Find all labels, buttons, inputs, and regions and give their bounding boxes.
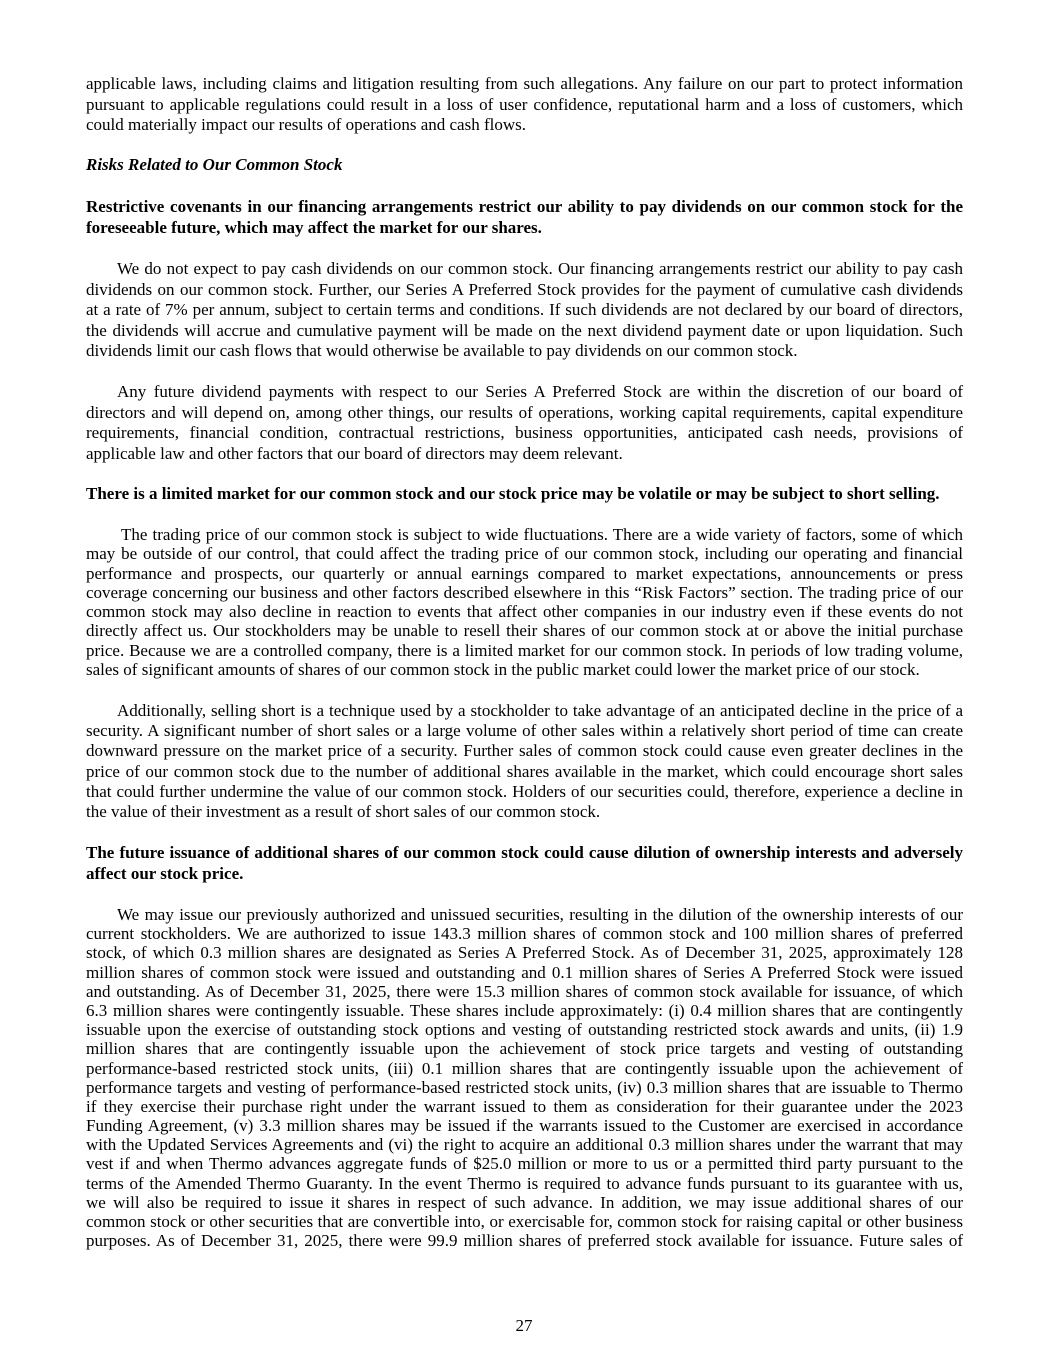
paragraph-line: at a rate of 7% per annum, subject to certain terms and conditions. If such dividends are not declared by our board of directors, xyxy=(86,300,963,319)
paragraph-line: performance-based restricted stock units, (iii) 0.1 million shares that are contingently issuable upon the achievement of xyxy=(86,1058,963,1078)
paragraph-line: current stockholders. We are authorized to issue 143.3 million shares of common stock and 100 million shares of preferred xyxy=(86,924,963,944)
paragraph-line: performance targets and vesting of performance-based restricted stock units, (iv) 0.3 million shares that are issuable to Thermo xyxy=(86,1077,963,1097)
paragraph-line: requirements, financial condition, contractual restrictions, business opportunities, anticipated cash needs, provisions of xyxy=(86,423,963,442)
paragraph-line: pursuant to applicable regulations could result in a loss of user confidence, reputational harm and a loss of customers, which xyxy=(86,94,963,114)
paragraph-line: purposes. As of December 31, 2025, there were 99.9 million shares of preferred stock available for issuance. Future sales of xyxy=(86,1231,963,1251)
paragraph-line: the dividends will accrue and cumulative payment will be made on the next dividend payment date or upon liquidation. Such xyxy=(86,320,963,340)
paragraph-line: common stock or other securities that are convertible into, or exercisable for, common stock for raising capital or other business xyxy=(86,1212,963,1231)
paragraph-line: downward pressure on the market price of a security. Further sales of common stock could cause even greater declines in the xyxy=(86,741,963,761)
risk-heading-limited-market xyxy=(86,484,963,505)
paragraph-line: with the Updated Services Agreements and (vi) the right to acquire an additional 0.3 million shares under the warrant that may xyxy=(86,1135,963,1155)
paragraph-line: if they exercise their purchase right under the warrant issued to them as consideration for their guarantee under the 2023 xyxy=(86,1096,963,1116)
page-number: 27 xyxy=(515,1316,533,1335)
paragraph-line: common stock may also decline in reaction to events that affect other companies in our industry even if these events do not xyxy=(86,602,963,622)
paragraph-line: that could further undermine the value of our common stock. Holders of our securities could, therefore, experience a decline in xyxy=(86,781,963,801)
paragraph-line: Any future dividend payments with respect to our Series A Preferred Stock are within the discretion of our board of xyxy=(117,382,963,401)
paragraph-dividends xyxy=(86,259,963,362)
paragraph-line: applicable law and other factors that our board of directors may deem relevant. xyxy=(86,443,623,463)
heading-line: The future issuance of additional shares of our common stock could cause dilution of ownership interests and adversely xyxy=(86,843,963,862)
risk-heading-dilution xyxy=(86,843,963,884)
paragraph-line: applicable laws, including claims and litigation resulting from such allegations. Any failure on our part to protect information xyxy=(86,74,963,93)
section-title: Risks Related to Our Common Stock xyxy=(86,155,343,174)
paragraph-line: price of our common stock due to the number of additional shares available in the market, which could encourage short sales xyxy=(86,761,963,781)
continuation-paragraph xyxy=(86,74,963,136)
heading-line: affect our stock price. xyxy=(86,863,244,883)
paragraph-line: the value of their investment as a result of short sales of our common stock. xyxy=(86,801,601,821)
paragraph-line: Additionally, selling short is a technique used by a stockholder to take advantage of an anticipated decline in the price of a xyxy=(117,701,963,720)
paragraph-line: we will also be required to issue it shares in respect of such advance. In addition, we may issue additional shares of our xyxy=(86,1192,963,1212)
paragraph-line: dividends on our common stock. Further, our Series A Preferred Stock provides for the payment of cumulative cash dividends xyxy=(86,279,963,299)
paragraph-short-selling xyxy=(86,701,963,822)
paragraph-line: The trading price of our common stock is subject to wide fluctuations. There are a wide variety of factors, some of which xyxy=(121,525,963,544)
paragraph-line: million shares that are contingently issuable upon the achievement of stock price targets and vesting of outstanding xyxy=(86,1039,963,1059)
paragraph-line: security. A significant number of short sales or a large volume of other sales within a relatively short period of time can create xyxy=(86,721,963,741)
paragraph-dilution xyxy=(86,905,963,1250)
paragraph-line: stock, of which 0.3 million shares are designated as Series A Preferred Stock. As of December 31, 2025, approximately 128 xyxy=(86,943,963,963)
heading-line: foreseeable future, which may affect the market for our shares. xyxy=(86,217,542,237)
paragraph-line: and outstanding. As of December 31, 2025, there were 15.3 million shares of common stock available for issuance, of which xyxy=(86,981,963,1001)
paragraph-line: vest if and when Thermo advances aggregate funds of $25.0 million or more to us or a permitted third party pursuant to the xyxy=(86,1154,963,1174)
paragraph-line: million shares of common stock were issued and outstanding and 0.1 million shares of Series A Preferred Stock were issued xyxy=(86,962,963,982)
paragraph-line: 6.3 million shares were contingently issuable. These shares include approximately: (i) 0.4 million shares that are contingently xyxy=(86,1000,963,1020)
paragraph-line: price. Because we are a controlled company, there is a limited market for our common stock. In periods of low trading volume, xyxy=(86,640,963,660)
paragraph-line: may be outside of our control, that could affect the trading price of our common stock, including our operating and financial xyxy=(86,544,963,564)
paragraph-line: coverage concerning our business and other factors described elsewhere in this “Risk Factors” section. The trading price of our xyxy=(86,582,963,602)
paragraph-trading-price xyxy=(86,525,963,679)
paragraph-line: issuable upon the exercise of outstanding stock options and vesting of outstanding restricted stock awards and units, (ii) 1.9 xyxy=(86,1020,963,1040)
heading-line: Restrictive covenants in our financing arrangements restrict our ability to pay dividends on our common stock for the xyxy=(86,197,963,216)
paragraph-line: Funding Agreement, (v) 3.3 million shares may be issued if the warrants issued to the Customer are exercised in accordance xyxy=(86,1116,963,1136)
paragraph-line: We do not expect to pay cash dividends on our common stock. Our financing arrangements restrict our ability to pay cash xyxy=(117,259,963,278)
paragraph-line: could materially impact our results of operations and cash flows. xyxy=(86,115,526,134)
paragraph-line: We may issue our previously authorized and unissued securities, resulting in the dilution of the ownership interests of our xyxy=(117,905,963,924)
risk-heading-dividends xyxy=(86,197,963,238)
paragraph-line: dividends limit our cash flows that would otherwise be available to pay dividends on our common stock. xyxy=(86,341,798,360)
section-title-block xyxy=(86,155,963,176)
paragraph-future-dividends xyxy=(86,382,963,464)
paragraph-line: directly affect us. Our stockholders may be unable to resell their shares of our common stock at or above the initial purchase xyxy=(86,621,963,641)
heading-line: There is a limited market for our common stock and our stock price may be volatile or may be subject to short selling. xyxy=(86,484,940,503)
paragraph-line: directors and will depend on, among other things, our results of operations, working capital requirements, capital expenditure xyxy=(86,402,963,422)
paragraph-line: terms of the Amended Thermo Guaranty. In the event Thermo is required to advance funds pursuant to its guarantee with us, xyxy=(86,1173,963,1193)
paragraph-line: sales of significant amounts of shares of our common stock in the public market could lower the market price of our stock. xyxy=(86,660,920,680)
paragraph-line: performance and prospects, our quarterly or annual earnings compared to market expectations, announcements or press xyxy=(86,563,963,583)
